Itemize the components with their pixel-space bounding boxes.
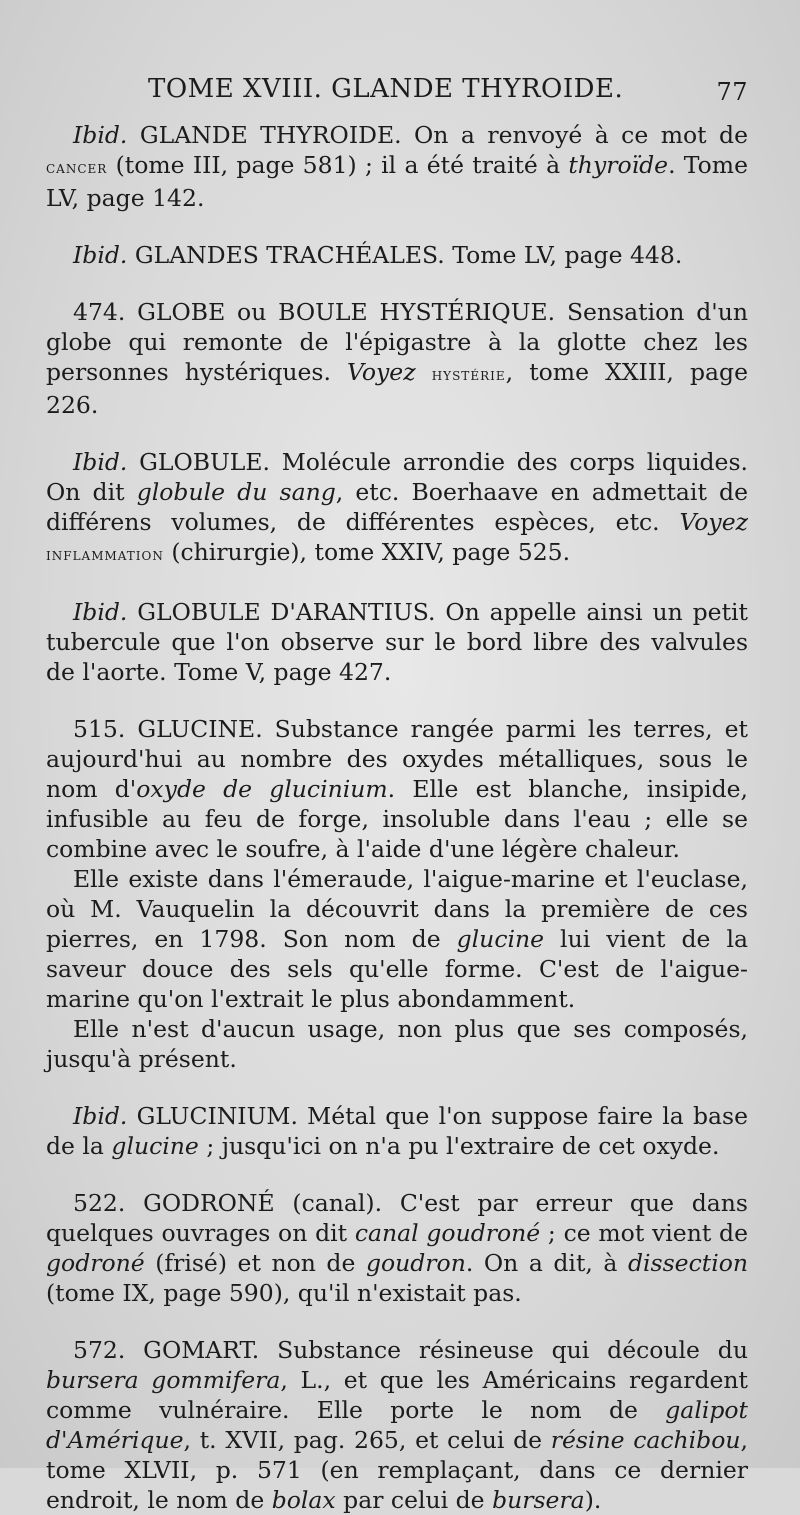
italic-text: globule du sang: [136, 478, 336, 506]
entry-text: GLUCINIUM.: [127, 1102, 298, 1130]
italic-text: bolax: [271, 1486, 336, 1514]
small-caps-text: hystérie: [431, 365, 506, 385]
dictionary-entry: [46, 597, 748, 687]
entry-text: Substance résineuse qui découle du: [259, 1336, 748, 1364]
entry-text: , tome XXIII, page 226.: [46, 358, 748, 419]
entry-text: (chirurgie), tome XXIV, page 525.: [163, 538, 571, 566]
running-head: [46, 0, 748, 114]
entry-text: GLOBE ou BOULE HYSTÉRIQUE.: [125, 298, 556, 326]
entry-text: On appelle ainsi un petit tubercule que l'on observe sur le bord libre des valvules de l'aorte. Tome V, page 427.: [46, 598, 748, 686]
entry-text: ; jusqu'ici on n'a pu l'extraire de cet oxyde.: [198, 1132, 720, 1160]
italic-text: glucine: [111, 1132, 199, 1160]
entry-paragraph: [46, 120, 748, 213]
entry-text: , t. XVII, pag. 265, et celui de: [183, 1426, 551, 1454]
italic-text: Voyez: [679, 508, 748, 536]
entry-text: 515.: [73, 715, 126, 743]
italic-text: glucine: [456, 925, 545, 953]
entry-paragraph: [46, 447, 748, 570]
entry-paragraph: [46, 714, 748, 864]
italic-text: Voyez: [347, 358, 416, 386]
italic-text: Ibid.: [73, 448, 128, 476]
entry-text: Métal que l'on suppose faire la base de la: [46, 1102, 748, 1160]
entry-text: (frisé) et non de: [144, 1249, 366, 1277]
entry-text: lui vient de la saveur douce des sels qu'elle forme. C'est de l'aigue-marine qu'on l'extrait le plus abondamment.: [46, 925, 748, 1013]
entry-text: Tome LV, page 448.: [444, 241, 683, 269]
italic-text: Ibid.: [73, 241, 128, 269]
dictionary-entry: [46, 1335, 748, 1515]
italic-text: Ibid.: [73, 1102, 128, 1130]
italic-text: résine cachibou: [550, 1426, 741, 1454]
entry-text: GLOBULE D'ARANTIUS.: [127, 598, 436, 626]
entry-text: Molécule arrondie des corps liquides. On dit: [46, 448, 748, 506]
dictionary-entry: [46, 240, 748, 270]
entry-paragraph: [46, 297, 748, 420]
entry-paragraph: [46, 1335, 748, 1515]
italic-text: goudron: [365, 1249, 466, 1277]
entry-text: GLUCINE.: [125, 715, 263, 743]
italic-text: galipot d'Amérique: [46, 1396, 748, 1454]
dictionary-entry: [46, 1101, 748, 1161]
dictionary-entry: [46, 120, 748, 213]
italic-text: canal goudroné: [354, 1219, 541, 1247]
entry-text: . On a dit, à: [465, 1249, 628, 1277]
entry-text: par celui de: [335, 1486, 493, 1514]
italic-text: bursera: [492, 1486, 585, 1514]
entry-paragraph: [46, 597, 748, 687]
entry-paragraph: [46, 1101, 748, 1161]
entry-text: Elle n'est d'aucun usage, non plus que ses composés, jusqu'à présent.: [46, 1015, 748, 1073]
small-caps-text: inflammation: [46, 545, 164, 565]
entry-text: On a renvoyé à ce mot de: [401, 121, 748, 149]
small-caps-text: cancer: [46, 158, 108, 178]
entry-text: , tome XLVII, p. 571 (en remplaçant, dans ce dernier endroit, le nom de: [46, 1426, 748, 1514]
entry-continuation-paragraph: [46, 864, 748, 1014]
italic-text: Ibid.: [73, 598, 128, 626]
entry-text: GLOBULE.: [127, 448, 271, 476]
entry-paragraph: [46, 1188, 748, 1308]
entry-text: Elle existe dans l'émeraude, l'aigue-marine et l'euclase, où M. Vauquelin la découvrit dans la première de ces pierres, en 1798. Son nom de: [46, 865, 748, 953]
entry-text: 522.: [73, 1189, 126, 1217]
entry-text: [416, 358, 432, 386]
entry-text: 474.: [73, 298, 126, 326]
entry-text: ).: [584, 1486, 602, 1514]
entry-text: (tome III, page 581) ; il a été traité à: [107, 151, 569, 179]
page-number: 77: [716, 78, 748, 106]
entry-text: (tome IX, page 590), qu'il n'existait pas.: [46, 1279, 522, 1307]
italic-text: thyroïde: [568, 151, 669, 179]
dictionary-entries: [46, 120, 748, 1515]
italic-text: oxyde de glucinium: [136, 775, 388, 803]
entry-text: ; ce mot vient de: [540, 1219, 748, 1247]
italic-text: bursera gommifera: [46, 1366, 281, 1394]
entry-text: GOMART.: [125, 1336, 260, 1364]
running-head-title: TOME XVIII. GLANDE THYROIDE.: [148, 74, 624, 104]
italic-text: Ibid.: [73, 121, 128, 149]
entry-text: Substance rangée parmi les terres, et aujourd'hui au nombre des oxydes métalliques, sous le nom d': [46, 715, 748, 803]
entry-text: . Tome LV, page 142.: [46, 151, 748, 212]
entry-text: 572.: [73, 1336, 126, 1364]
dictionary-entry: [46, 714, 748, 1074]
dictionary-entry: [46, 297, 748, 420]
entry-text: GLANDES TRACHÉALES.: [127, 241, 445, 269]
entry-text: (canal). C'est par erreur que dans quelques ouvrages on dit: [46, 1189, 748, 1247]
entry-text: , etc. Boerhaave en admettait de différens volumes, de différentes espèces, etc.: [46, 478, 748, 536]
entry-text: , L., et que les Américains regardent comme vulnéraire. Elle porte le nom de: [46, 1366, 748, 1424]
entry-paragraph: [46, 240, 748, 270]
entry-text: Sensation d'un globe qui remonte de l'épigastre à la glotte chez les personnes hystériques.: [46, 298, 749, 386]
dictionary-entry: [46, 1188, 748, 1308]
dictionary-entry: [46, 447, 748, 570]
italic-text: dissection: [628, 1249, 748, 1277]
entry-text: . Elle est blanche, insipide, infusible au feu de forge, insoluble dans l'eau ; elle se combine avec le soufre, à l'aide d'une légère chaleur.: [46, 775, 748, 863]
entry-text: GLANDE THYROIDE.: [127, 121, 402, 149]
entry-continuation-paragraph: [46, 1014, 748, 1074]
italic-text: godroné: [46, 1249, 145, 1277]
entry-text: GODRONÉ: [125, 1189, 275, 1217]
